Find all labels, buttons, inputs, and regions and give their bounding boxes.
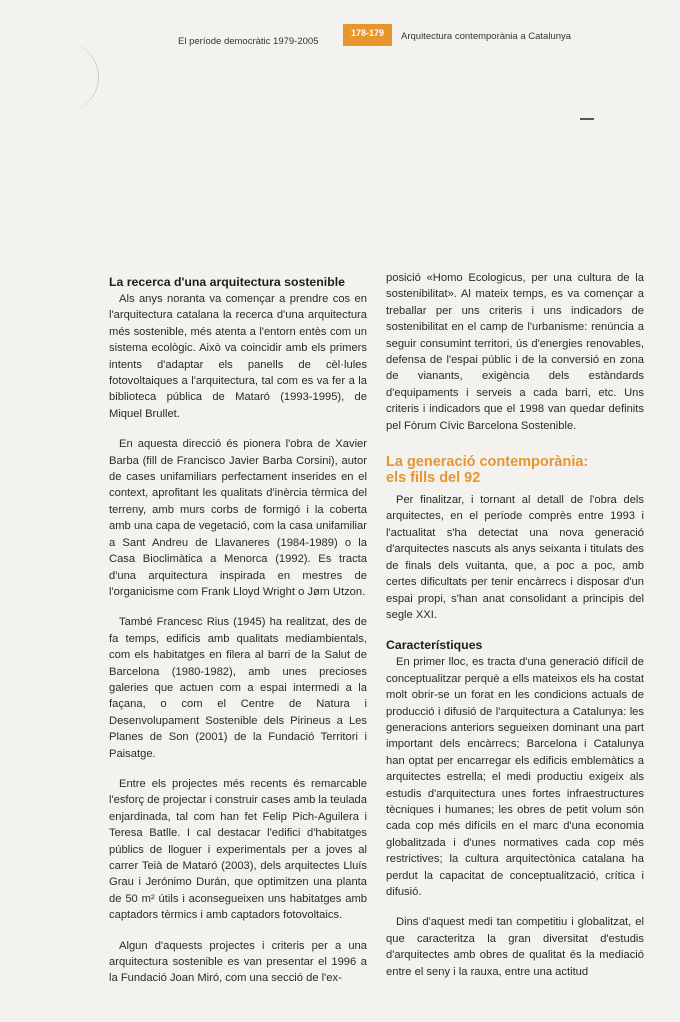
chapter-heading-line1: La generació contemporània: (386, 454, 589, 471)
subheading: Característiques (386, 638, 483, 653)
running-header-left: El període democràtic 1979-2005 (178, 36, 319, 47)
paragraph: posició «Homo Ecologicus, per una cultura de la sostenibilitat». Al mateix temps, es va començar a treballar per uns criteris i uns indicadors de sostenibilitat en el camp de l'urbanisme: renúncia a seguir consumint territori, ús d'energies renovables, defensa de l'espai públic i de la conversió en zona de vianants, exigència dels estàndards d'equipaments i serveis a cada barri, etc. Uns criteris i indicadors que el 1998 van quedar definits pel Fòrum Cívic Barcelona Sostenible. (386, 272, 644, 432)
right-column (386, 270, 644, 980)
paragraph: En aquesta direcció és pionera l'obra de Xavier Barba (fill de Francisco Javier Barba Corsini), autor de cases unifamiliars perfectament inserides en el context, aprofitant les qualitats d'inèrcia tèrmica del terreny, amb murs corbs de formigó i la coberta amb una capa de vegetació, com la casa unifamiliar a Sant Andreu de Llavaneres (1984-1989) o la Casa Bioclimàtica a Menorca (1992). Es tracta d'una arquitectura inspirada en mestres de l'organicisme com Frank Lloyd Wright o Jørn Utzon. (109, 438, 367, 598)
running-header-right: Arquitectura contemporània a Catalunya (401, 31, 572, 42)
paragraph: Entre els projectes més recents és remarcable l'esforç de projectar i construir cases amb la teulada enjardinada, tal com han fet Felip Pich-Aguilera i Teresa Batlle. I cal destacar l'edifici d'habitatges públics de lloguer i experimentals per a joves al carrer Teià de Mataró (2003), dels arquitectes Lluís Grau i Jerónimo Durán, que optimitzen una planta de 50 m² útils i aconsegueixen uns habitatges amb captadors tèrmics i amb captadors fotovoltaics. (109, 777, 367, 922)
paragraph: Algun d'aquests projectes i criteris per a una arquitectura sostenible es van presentar el 1996 a la Fundació Joan Miró, com una secció de l'ex- (109, 939, 367, 985)
left-column (109, 274, 367, 987)
scan-artifact-curve (62, 42, 99, 112)
chapter-heading-line2: els fills del 92 (386, 470, 481, 487)
paragraph: En primer lloc, es tracta d'una generació difícil de conceptualitzar perquè a ells mateixos els ha costat molt obrir-se un forat en les condicions actuals de producció i difusió de l'arquitectura a Catalunya: les generacions anteriors segueixen dominant una part important dels encàrrecs; Barcelona i Catalunya han optat per encarregar els edificis emblemàtics a arquitectes estrella; el medi productiu exigeix als estudis d'arquitectura unes fortes infraestructures tècniques i humanes; les obres de petit volum són cada cop més difícils en el marc d'una economia globalitzada i d'unes normatives cada cop més restrictives; la cultura arquitectònica catalana ha perdut la capacitat de conceptualització, crítica i difusió. (386, 656, 644, 898)
page-number-badge: 178-179 (343, 24, 392, 46)
chapter-heading (386, 454, 644, 486)
paragraph: Per finalitzar, i tornant al detall de l'obra dels arquitectes, en el període comprès entre 1993 i l'actualitat s'ha detectat una nova generació d'arquitectes nascuts als anys seixanta i titulats des de finals dels vuitanta, que, a poc a poc, amb certes dificultats per tenir encàrrecs i disposar d'un espai propi, s'han anat consolidant a principis del segle XXI. (386, 494, 644, 621)
scan-artifact-dash (580, 118, 594, 120)
paragraph: També Francesc Rius (1945) ha realitzat, des de fa temps, edificis amb qualitats mediambientals, com els habitatges en filera al barri de la Salut de Barcelona (1980-1982), amb unes precioses galeries que actuen com a espai intermedi a la façana, o com el Centre de Natura i Desenvolupament Sostenible dels Pirineus a Les Planes de Son (2001) de la Fundació Territori i Paisatge. (109, 616, 367, 760)
section-heading: La recerca d'una arquitectura sostenible (109, 275, 345, 289)
paragraph: Dins d'aquest medi tan competitiu i globalitzat, el que caracteritza la gran diversitat d'estudis d'arquitectes amb obres de qualitat és la mediació entre el seny i la rauxa, entre una actitud (386, 916, 644, 978)
paragraph: Als anys noranta va començar a prendre cos en l'arquitectura catalana la recerca d'una arquitectura més sostenible, més atenta a l'entorn entès com un sistema ecològic. Això va coincidir amb els primers intents d'adaptar els panells de cèl·lules fotovoltaiques a l'arquitectura, tal com es va fer a la biblioteca pública de Mataró (1993-1995), de Miquel Brullet. (109, 293, 367, 420)
